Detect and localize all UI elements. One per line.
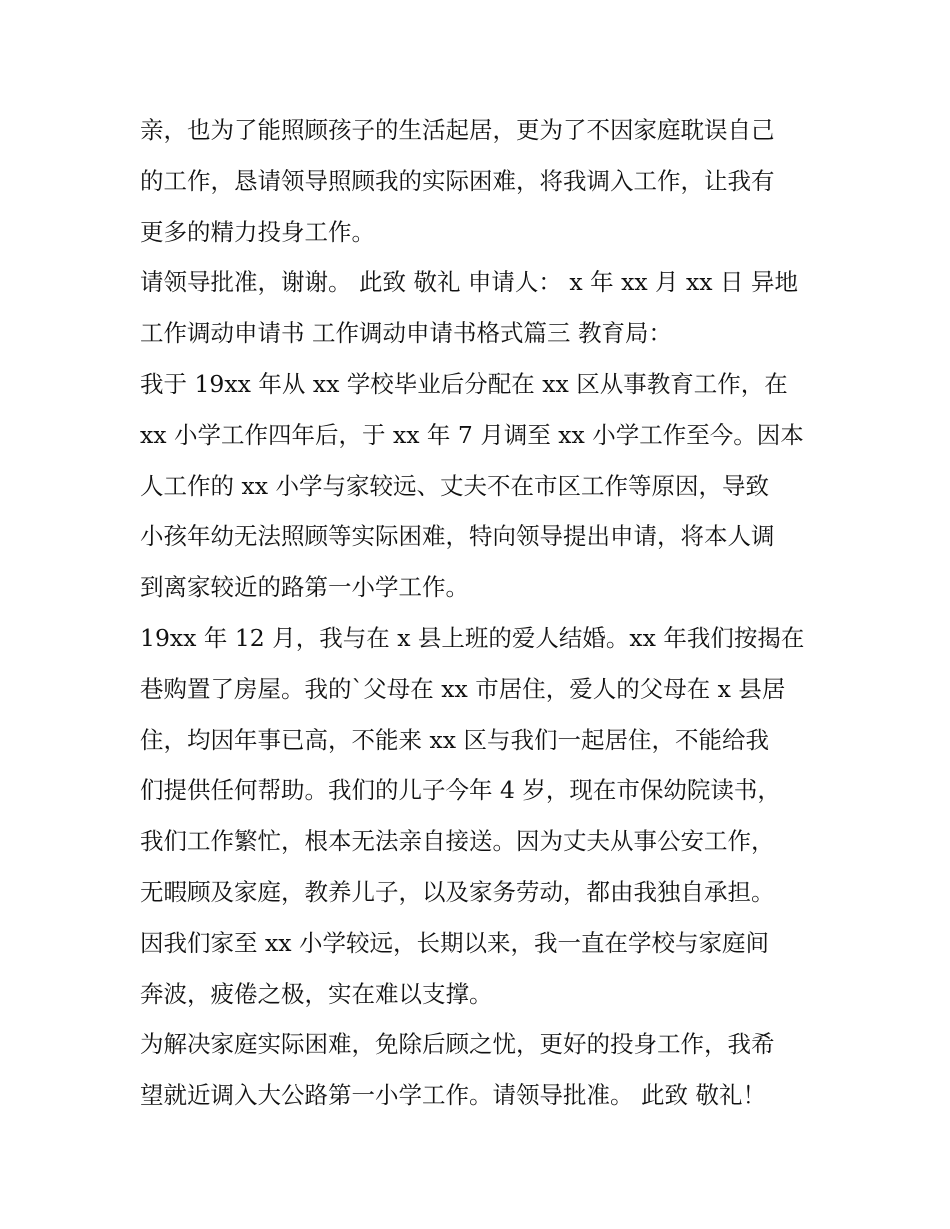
text-line: 为解决家庭实际困难，免除后顾之忧，更好的投身工作，我希 [140, 1030, 775, 1059]
text-line: 亲，也为了能照顾孩子的生活起居，更为了不因家庭耽误自己 [140, 116, 775, 144]
text-line: 奔波，疲倦之极，实在难以支撑。 [140, 979, 493, 1008]
text-line: xx 小学工作四年后，于 xx 年 7 月调至 xx 小学工作至今。因本 [140, 420, 804, 449]
text-line: 望就近调入大公路第一小学工作。请领导批准。 此致 敬礼！ [140, 1081, 766, 1110]
text-line: 工作调动申请书 工作调动申请书格式篇三 教育局： [140, 319, 672, 348]
text-line: 小孩年幼无法照顾等实际困难，特向领导提出申请，将本人调 [140, 522, 775, 551]
text-line: 因我们家至 xx 小学较远，长期以来，我一直在学校与家庭间 [140, 928, 769, 957]
text-line: 的工作，恳请领导照顾我的实际困难，将我调入工作，让我有 [140, 166, 775, 195]
text-line: 请领导批准，谢谢。 此致 敬礼 申请人： x 年 xx 月 xx 日 异地 [140, 268, 798, 297]
text-line: 19xx 年 12 月，我与在 x 县上班的爱人结婚。xx 年我们按揭在 [140, 623, 805, 652]
text-line: 更多的精力投身工作。 [140, 217, 375, 246]
text-line: 到离家较近的路第一小学工作。 [140, 573, 469, 602]
document-body [140, 105, 820, 1121]
text-line: 无暇顾及家庭，教养儿子，以及家务劳动，都由我独自承担。 [140, 877, 775, 906]
text-line: 人工作的 xx 小学与家较远、丈夫不在市区工作等原因，导致 [140, 471, 769, 500]
text-line: 我于 19xx 年从 xx 学校毕业后分配在 xx 区从事教育工作，在 [140, 369, 788, 398]
text-line: 我们工作繁忙，根本无法亲自接送。因为丈夫从事公安工作， [140, 827, 775, 856]
text-line: 们提供任何帮助。我们的儿子今年 4 岁，现在市保幼院读书， [140, 776, 781, 805]
text-line: 巷购置了房屋。我的`父母在 xx 市居住，爱人的父母在 x 县居 [140, 674, 786, 703]
text-line: 住，均因年事已高，不能来 xx 区与我们一起居住，不能给我 [140, 725, 769, 754]
